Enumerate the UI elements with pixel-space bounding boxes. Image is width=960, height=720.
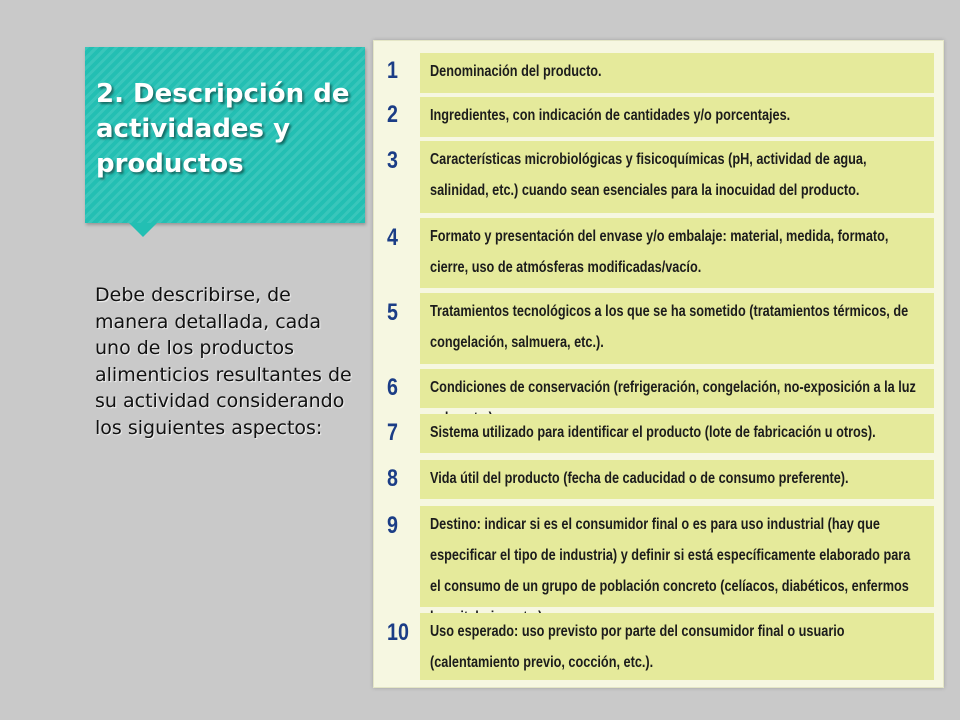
row-text-cell — [420, 293, 934, 364]
row-number: 3 — [387, 147, 398, 174]
slide-title: 2. Descripción de actividades y productos — [96, 79, 350, 179]
row-text: Ingredientes, con indicación de cantidades y/o porcentajes. — [430, 107, 791, 124]
row-number: 1 — [387, 57, 398, 84]
row-text: Características microbiológicas y fisicoquímicas (pH, actividad de agua, salinidad, etc.) cuando sean esenciales para la inocuidad del producto. — [430, 151, 867, 199]
row-text: Vida útil del producto (fecha de caducidad o de consumo preferente). — [430, 470, 849, 487]
row-number: 7 — [387, 419, 398, 446]
row-text: Condiciones de conservación (refrigeración, congelación, no-exposición a la luz — [430, 379, 916, 396]
row-text-cell — [420, 369, 934, 408]
row-text-cell — [420, 613, 934, 680]
row-number: 9 — [387, 512, 398, 539]
row-text-cell — [420, 414, 934, 453]
row-number: 4 — [387, 224, 398, 251]
title-box — [85, 47, 365, 223]
row-text-cell — [420, 97, 934, 137]
row-text-cell — [420, 506, 934, 607]
row-number: 10 — [387, 619, 409, 646]
row-text-cell — [420, 141, 934, 213]
row-text-cell — [420, 460, 934, 499]
row-number: 8 — [387, 465, 398, 492]
row-text-cell — [420, 218, 934, 288]
row-number: 2 — [387, 101, 398, 128]
slide-body-text: Debe describirse, de manera detallada, cada uno de los productos alimenticios resultantes de su actividad considerando los siguientes aspectos: — [95, 284, 352, 439]
row-text: Sistema utilizado para identificar el producto (lote de fabricación u otros). — [430, 424, 876, 441]
row-text: Uso esperado: uso previsto por parte del consumidor final o usuario (calentamiento previo, cocción, etc.). — [430, 623, 845, 671]
row-text: Tratamientos tecnológicos a los que se ha sometido (tratamientos térmicos, de congelación, salmuera, etc.). — [430, 303, 909, 351]
aspects-table — [373, 40, 944, 688]
row-text: Denominación del producto. — [430, 63, 602, 80]
row-number: 6 — [387, 374, 398, 401]
row-number: 5 — [387, 299, 398, 326]
row-text: Destino: indicar si es el consumidor final o es para uso industrial (hay que especificar el tipo de industria) y definir si está específicamente elaborado para el consumo de un grupo de población concreto (celíacos, diabéticos, enfermos — [430, 516, 911, 595]
row-text: Formato y presentación del envase y/o embalaje: material, medida, formato, cierre, uso de atmósferas modificadas/vacío. — [430, 228, 889, 276]
row-text-cell — [420, 53, 934, 93]
